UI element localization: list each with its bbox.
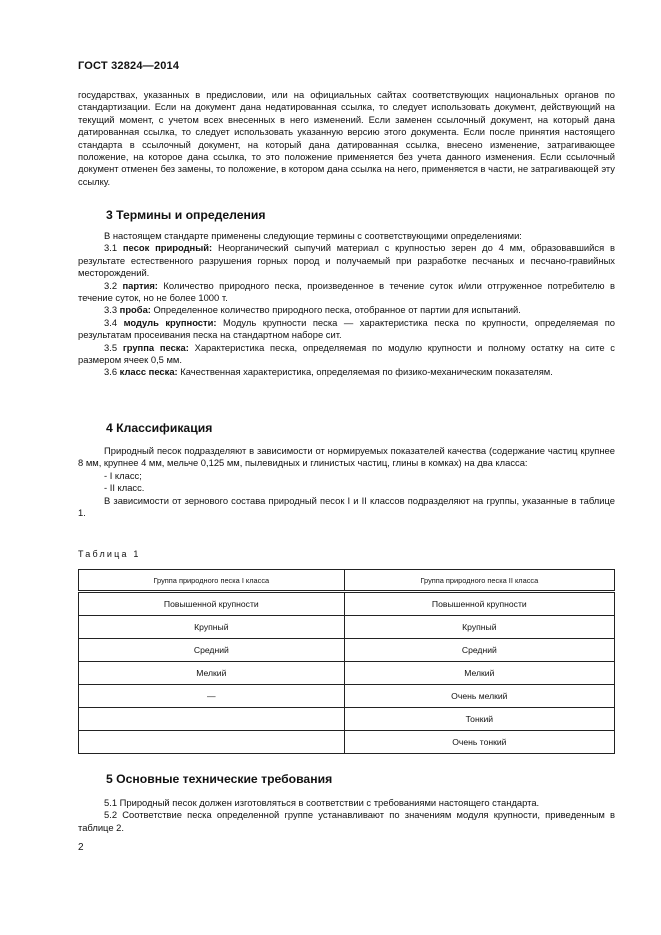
table-header-cell: Группа природного песка I класса xyxy=(79,570,345,592)
term-definition: Количество природного песка, произведенное в течение суток и/или отгруженное потребителю в течение суток, но не более 1000 т. xyxy=(78,279,615,304)
table-row xyxy=(79,662,615,685)
term-3-3 xyxy=(78,304,615,316)
term-3-6 xyxy=(78,366,615,378)
table-header-row xyxy=(79,570,615,592)
table-cell: Тонкий xyxy=(344,708,614,731)
class-list-item-2: - II класс. xyxy=(104,482,145,494)
table-cell xyxy=(79,708,345,731)
section-3-body xyxy=(78,230,615,379)
section-5-paragraph-1: 5.1 Природный песок должен изготовляться в соответствии с требованиями настоящего стандарта. xyxy=(104,797,540,808)
table-row xyxy=(79,708,615,731)
term-number: 3.5 xyxy=(104,341,118,353)
page-number: 2 xyxy=(78,842,84,853)
table-cell: Очень тонкий xyxy=(344,731,614,754)
term-3-4 xyxy=(78,317,615,342)
table-1-caption: Таблица 1 xyxy=(78,549,141,559)
class-list-item-1: - I класс; xyxy=(104,469,142,481)
table-cell: Мелкий xyxy=(344,662,614,685)
table-cell: Повышенной крупности xyxy=(79,592,345,616)
table-1 xyxy=(78,569,615,754)
section-3-heading: 3 Термины и определения xyxy=(106,208,266,222)
intro-paragraph: государствах, указанных в предисловии, или на официальных сайтах соответствующих национальных органов по стандартизации. Если на документ дана недатированная ссылка, то следует использовать документ, действующий на текущий момент, с учетом всех внесенных в него изменений. Если заменен ссылочный документ, на который дана датированная ссылка, то следует использовать указанную версию этого документа. Если после принятия настоящего стандарта в ссылочный документ, на который дана датированная ссылка, внесено изменение, затрагивающее положение, на которое дана ссылка, то это положение применяется без учета данного изменения. Если ссылочный документ отменен без замены, то положение, в котором дана ссылка на него, применяется в части, не затрагивающей эту ссылку. xyxy=(78,89,615,187)
term-name: класс песка: xyxy=(119,366,178,378)
term-3-2 xyxy=(78,280,615,305)
section-5-heading: 5 Основные технические требования xyxy=(106,772,333,786)
term-definition: Неорганический сыпучий материал с крупностью зерен до 4 мм, образовавшийся в результате естественного разрушения горных пород и получаемый при разработке песчаных и песчано-гравийных месторождений. xyxy=(78,242,615,279)
table-cell: Очень мелкий xyxy=(344,685,614,708)
table-row xyxy=(79,616,615,639)
term-name: модуль крупности: xyxy=(123,316,217,328)
term-definition: Определенное количество природного песка, отобранное от партии для испытаний. xyxy=(153,304,521,316)
table-row xyxy=(79,685,615,708)
intro-paragraph-block xyxy=(78,89,615,188)
section-4-paragraph-2: В зависимости от зернового состава природный песок I и II классов подразделяют на группы, указанные в таблице 1. xyxy=(78,494,615,519)
table-cell: Крупный xyxy=(344,616,614,639)
table-row xyxy=(79,731,615,754)
term-number: 3.1 xyxy=(104,242,118,254)
table-cell: Крупный xyxy=(79,616,345,639)
table-cell xyxy=(79,731,345,754)
term-name: песок природный: xyxy=(122,242,213,254)
table-row xyxy=(79,639,615,662)
table-cell: Средний xyxy=(79,639,345,662)
section-3-intro: В настоящем стандарте применены следующие термины с соответствующими определениями: xyxy=(104,230,522,241)
table-cell: Мелкий xyxy=(79,662,345,685)
table-cell: Повышенной крупности xyxy=(344,592,614,616)
section-4-body xyxy=(78,445,615,519)
table-cell: — xyxy=(79,685,345,708)
table-header-cell: Группа природного песка II класса xyxy=(344,570,614,592)
term-3-5 xyxy=(78,342,615,367)
term-number: 3.4 xyxy=(104,316,118,328)
term-name: партия: xyxy=(122,279,158,291)
section-4-paragraph-1: Природный песок подразделяют в зависимости от нормируемых показателей качества (содержание частиц крупнее 8 мм, крупнее 4 мм, мельче 0,125 мм, пылевидных и глинистых частиц, глины в комках) на два класса: xyxy=(78,445,615,469)
section-5-paragraph-2: 5.2 Соответствие песка определенной группе устанавливают по значениям модуля крупности, приведенным в таблице 2. xyxy=(78,809,615,833)
term-3-1 xyxy=(78,242,615,279)
table-cell: Средний xyxy=(344,639,614,662)
document-header: ГОСТ 32824—2014 xyxy=(78,60,180,72)
section-4-heading: 4 Классификация xyxy=(106,421,213,435)
term-number: 3.2 xyxy=(104,279,118,291)
term-definition: Модуль крупности песка — характеристика песка по крупности, определяемая по результатам просеивания песка на стандартном наборе сит. xyxy=(78,316,615,341)
term-name: проба: xyxy=(119,304,151,316)
term-name: группа песка: xyxy=(122,341,189,353)
term-number: 3.6 xyxy=(104,366,118,378)
section-5-body xyxy=(78,797,615,834)
term-number: 3.3 xyxy=(104,304,118,316)
table-row xyxy=(79,592,615,616)
term-definition: Характеристика песка, определяемая по модулю крупности и полному остатку на сите с размером ячеек 0,5 мм. xyxy=(78,341,615,366)
term-definition: Качественная характеристика, определяемая по физико-механическим показателям. xyxy=(180,366,553,378)
